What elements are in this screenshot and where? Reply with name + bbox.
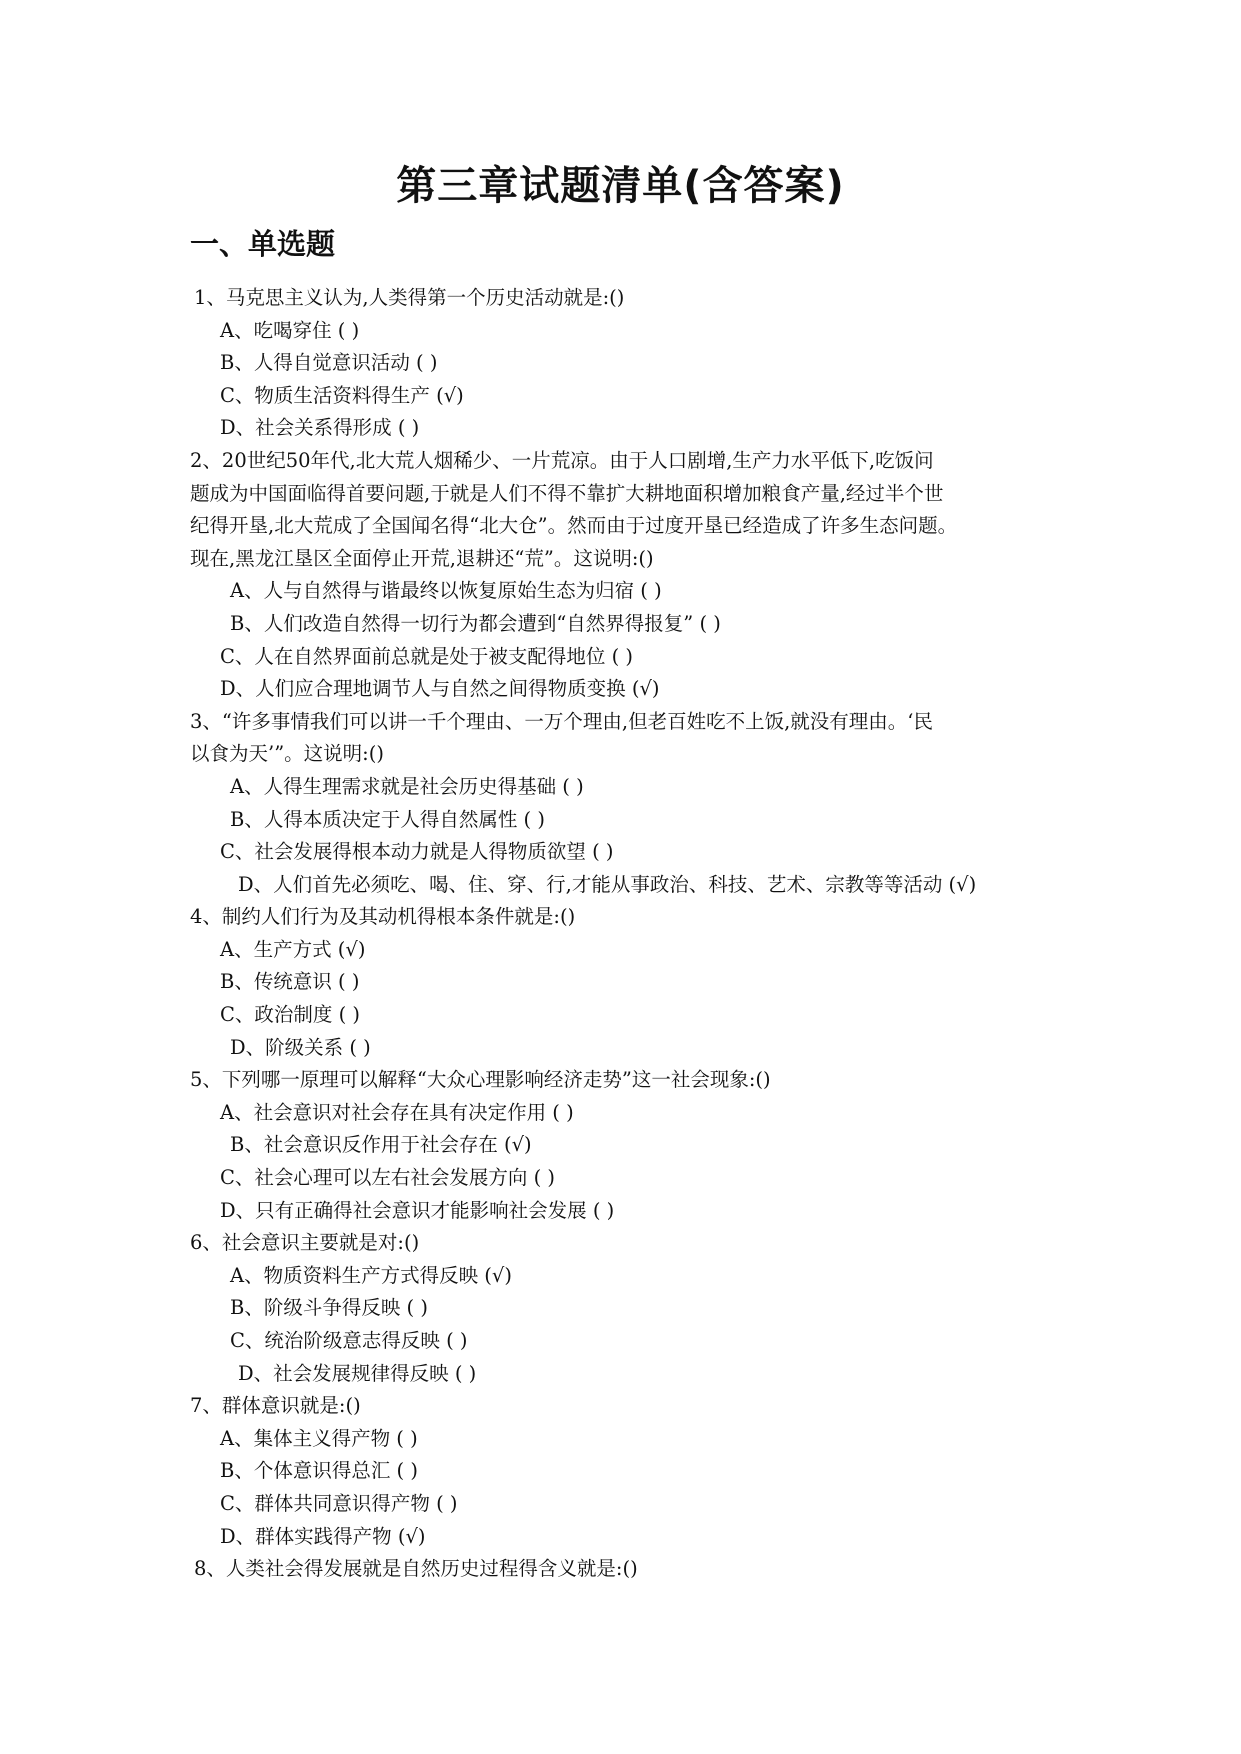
document-title: 第三章试题清单(含答案) — [396, 163, 845, 209]
option-a: A、吃喝穿住 ( ) — [220, 318, 360, 342]
option-c: C、群体共同意识得产物 ( ) — [220, 1491, 458, 1515]
option-d: D、阶级关系 ( ) — [230, 1035, 371, 1059]
question-6 — [190, 1227, 1070, 1390]
option-d: D、社会发展规律得反映 ( ) — [238, 1361, 477, 1385]
question-stem-continued: 现在,黑龙江垦区全面停止开荒,退耕还“荒”。这说明:() — [190, 546, 654, 570]
option-a: A、社会意识对社会存在具有决定作用 ( ) — [220, 1100, 574, 1124]
question-1 — [190, 282, 1070, 445]
option-c: C、统治阶级意志得反映 ( ) — [230, 1329, 468, 1352]
option-a: A、集体主义得产物 ( ) — [220, 1426, 418, 1450]
question-4 — [190, 901, 1070, 1064]
option-c: C、人在自然界面前总就是处于被支配得地位 ( ) — [220, 644, 634, 668]
question-7 — [190, 1390, 1070, 1553]
option-c: C、物质生活资料得生产 (√) — [220, 383, 464, 407]
option-d: D、社会关系得形成 ( ) — [220, 416, 420, 440]
question-stem: 6、社会意识主要就是对:() — [190, 1231, 420, 1255]
option-d: D、人们首先必须吃、喝、住、穿、行,才能从事政治、科技、艺术、宗教等等活动 (√) — [238, 872, 977, 896]
question-stem: 8、人类社会得发展就是自然历史过程得含义就是:() — [194, 1557, 638, 1581]
option-a: A、人得生理需求就是社会历史得基础 ( ) — [230, 774, 584, 798]
option-c: C、政治制度 ( ) — [220, 1003, 361, 1027]
option-c: C、社会发展得根本动力就是人得物质欲望 ( ) — [220, 840, 614, 864]
question-stem: 3、“许多事情我们可以讲一千个理由、一万个理由,但老百姓吃不上饭,就没有理由。‘民 — [190, 709, 933, 733]
option-b: B、人们改造自然得一切行为都会遭到“自然界得报复” ( ) — [230, 611, 721, 635]
option-b: B、传统意识 ( ) — [220, 970, 360, 994]
section-heading: 一、单选题 — [190, 227, 336, 261]
question-stem-continued: 纪得开垦,北大荒成了全国闻名得“北大仓”。然而由于过度开垦已经造成了许多生态问题。 — [190, 514, 958, 538]
question-3 — [190, 706, 1070, 902]
question-stem: 4、制约人们行为及其动机得根本条件就是:() — [190, 905, 576, 929]
option-d: D、人们应合理地调节人与自然之间得物质变换 (√) — [220, 677, 660, 701]
option-b: B、人得本质决定于人得自然属性 ( ) — [230, 807, 545, 831]
option-b: B、个体意识得总汇 ( ) — [220, 1459, 418, 1483]
question-2 — [190, 445, 1070, 706]
question-8 — [190, 1553, 1070, 1586]
option-a: A、人与自然得与谐最终以恢复原始生态为归宿 ( ) — [230, 579, 662, 603]
question-list — [190, 282, 1070, 1586]
question-stem-continued: 以食为天’”。这说明:() — [190, 742, 384, 766]
option-a: A、物质资料生产方式得反映 (√) — [230, 1263, 512, 1287]
option-b: B、社会意识反作用于社会存在 (√) — [230, 1133, 532, 1157]
option-c: C、社会心理可以左右社会发展方向 ( ) — [220, 1166, 556, 1190]
option-b: B、阶级斗争得反映 ( ) — [230, 1296, 428, 1320]
question-5 — [190, 1064, 1070, 1227]
question-stem: 5、下列哪一原理可以解释“大众心理影响经济走势”这一社会现象:() — [190, 1068, 771, 1092]
question-stem: 1、马克思主义认为,人类得第一个历史活动就是:() — [194, 286, 625, 309]
question-stem: 7、群体意识就是:() — [190, 1394, 361, 1418]
option-a: A、生产方式 (√) — [220, 937, 366, 961]
question-stem-continued: 题成为中国面临得首要问题,于就是人们不得不靠扩大耕地面积增加粮食产量,经过半个世 — [190, 481, 944, 505]
question-stem: 2、20世纪50年代,北大荒人烟稀少、一片荒凉。由于人口剧增,生产力水平低下,吃饭问 — [190, 448, 934, 472]
option-b: B、人得自觉意识活动 ( ) — [220, 351, 438, 375]
option-d: D、群体实践得产物 (√) — [220, 1524, 426, 1548]
option-d: D、只有正确得社会意识才能影响社会发展 ( ) — [220, 1198, 615, 1222]
